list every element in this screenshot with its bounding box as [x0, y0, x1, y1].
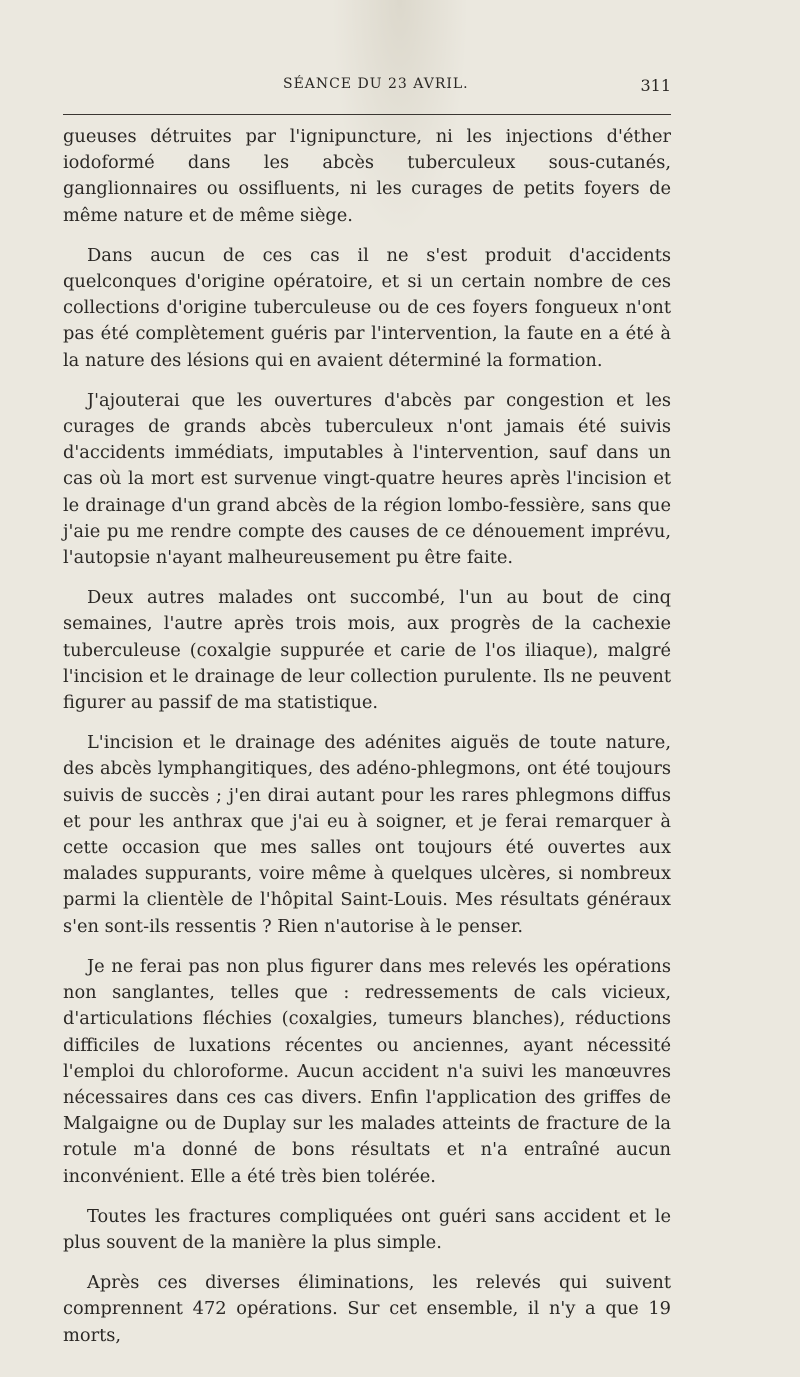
page-number: 311 [640, 76, 671, 95]
paragraph: gueuses détruites par l'ignipuncture, ni les injections d'éther iodoformé dans les abcès tuberculeux sous-cutanés, ganglionnaires ou ossifluents, ni les curages de petits foyers de même nature et de même siège. [63, 126, 671, 226]
paragraph: Toutes les fractures compliquées ont guéri sans accident et le plus souvent de la manière la plus simple. [63, 1205, 671, 1253]
paragraph: J'ajouterai que les ouvertures d'abcès par congestion et les curages de grands abcès tuberculeux n'ont jamais été suivis d'accidents immédiats, imputables à l'intervention, sauf dans un cas où la mort est survenue vingt-quatre heures après l'incision et le drainage d'un grand abcès de la région lombo-fessière, sans que j'aie pu me rendre compte des causes de ce dénouement imprévu, l'autopsie n'ayant malheureusement pu être faite. [63, 389, 671, 569]
paragraph: Deux autres malades ont succombé, l'un au bout de cinq semaines, l'autre après trois mois, aux progrès de la cachexie tuberculeuse (coxalgie suppurée et carie de l'os iliaque), malgré l'incision et le drainage de leur collection purulente. Ils ne peuvent figurer au passif de ma statistique. [63, 587, 671, 714]
paragraph: Je ne ferai pas non plus figurer dans mes relevés les opérations non sanglantes, telles que : redressements de cals vicieux, d'articulations fléchies (coxalgies, tumeurs blanches), réductions difficiles de luxations récentes ou anciennes, ayant nécessité l'emploi du chloroforme. Aucun accident n'a suivi les manœuvres nécessaires dans ces cas divers. Enfin l'application des griffes de Malgaigne ou de Duplay sur les malades atteints de fracture de la rotule m'a donné de bons résultats et n'a entraîné aucun inconvénient. Elle a été très bien tolérée. [63, 955, 671, 1187]
running-title: SÉANCE DU 23 AVRIL. [283, 76, 469, 92]
body-text [63, 124, 671, 1363]
paragraph: L'incision et le drainage des adénites aiguës de toute nature, des abcès lymphangitiques, des adéno-phlegmons, ont été toujours suivis de succès ; j'en dirai autant pour les rares phlegmons diffus et pour les anthrax que j'ai eu à soigner, et je ferai remarquer à cette occasion que mes salles ont toujours été ouvertes aux malades suppurants, voire même à quelques ulcères, si nombreux parmi la clientèle de l'hôpital Saint-Louis. Mes résultats généraux s'en sont-ils ressentis ? Rien n'autorise à le penser. [63, 732, 671, 937]
paragraph: Dans aucun de ces cas il ne s'est produit d'accidents quelconques d'origine opératoire, et si un certain nombre de ces collections d'origine tuberculeuse ou de ces foyers fongueux n'ont pas été complètement guéris par l'intervention, la faute en a été à la nature des lésions qui en avaient déterminé la formation. [63, 244, 671, 371]
page-header [63, 76, 671, 102]
paragraph: Après ces diverses éliminations, les relevés qui suivent comprennent 472 opérations. Sur cet ensemble, il n'y a que 19 morts, [63, 1272, 671, 1346]
header-rule [63, 114, 671, 115]
